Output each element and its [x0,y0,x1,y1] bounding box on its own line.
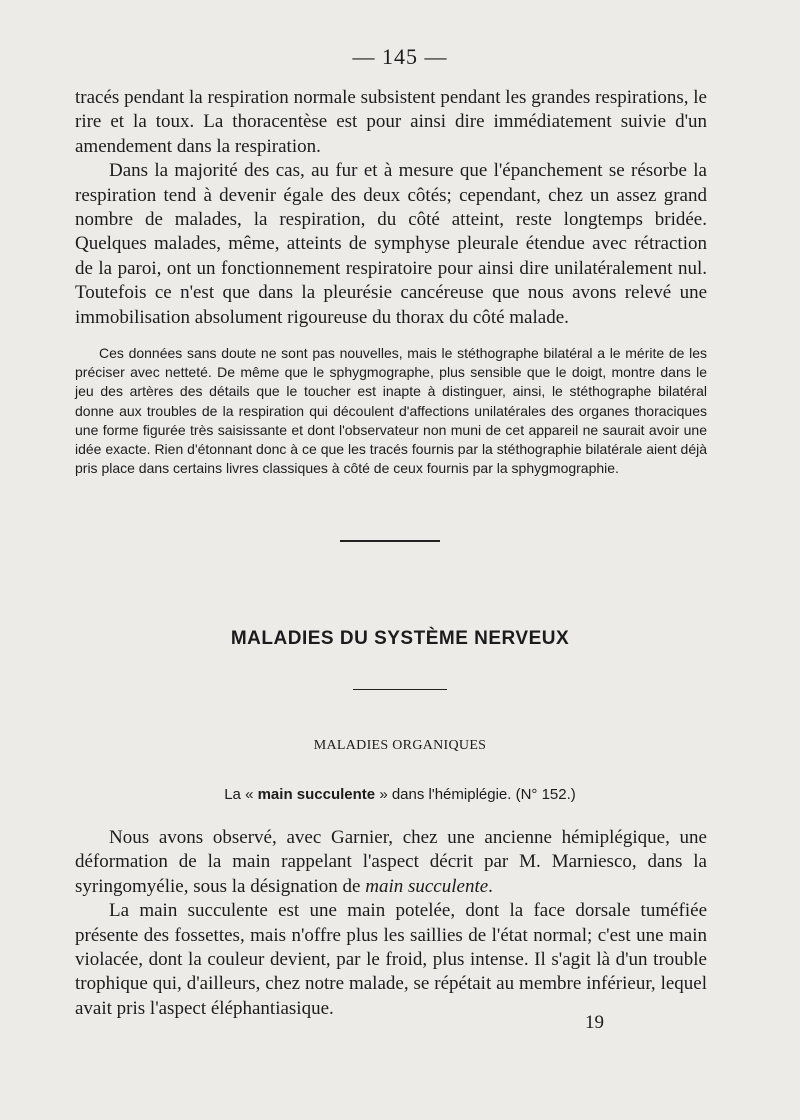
italic-term: main succulente [365,875,489,897]
paragraph [75,826,707,899]
paragraph: Dans la majorité des cas, au fur et à mesure que l'épanchement se résorbe la respiration tend à devenir égale des deux côtés; cependant, chez un assez grand nombre de malades, la respiration, du côté atteint, reste longtemps bridée. Quelques malades, même, atteints de symphyse pleurale étendue avec rétraction de la paroi, ont un fonctionnement respiratoire pour ainsi dire unilatéralement nul. Toutefois ce n'est que dans la pleurésie cancéreuse que nous avons relevé une immobilisation absolument rigoureuse du thorax du côté malade. [75,160,707,328]
case-title [0,786,800,803]
title-underline [353,689,447,690]
footnote-block [75,344,707,478]
section-title: MALADIES DU SYSTÈME NERVEUX [230,628,570,649]
separator-rule [340,540,440,542]
case-title-bold: main succulente [257,786,376,803]
paragraph: La main succulente est une main potelée, dont la face dorsale tuméfiée présente des fossettes, mais n'offre plus les saillies de l'état normal; c'est une main violacée, dont la couleur devient, par le froid, plus intense. Il s'agit là d'un trouble trophique qui, d'ailleurs, chez notre malade, se répétait au membre inférieur, lequel avait pris l'aspect éléphantiasique. [75,900,707,1019]
case-title-suffix: » dans l'hémiplégie. (N° 152.) [379,786,576,803]
paragraph: tracés pendant la respiration normale subsistent pendant les grandes respirations, le rire et la toux. La thoracentèse est pour ainsi dire immédiatement suivie d'un amendement dans la respiration. [75,87,707,157]
subsection-title: MALADIES ORGANIQUES [313,738,487,753]
signature-mark: 19 [585,1012,604,1033]
body-text-bottom [75,826,707,1021]
body-text-top [75,86,707,330]
footnote-paragraph: Ces données sans doute ne sont pas nouvelles, mais le stéthographe bilatéral a le mérite de les préciser avec netteté. De même que le sphygmographe, plus sensible que le doigt, montre dans le jeu des artères des détails que le toucher est inapte à distinguer, ainsi, le stéthographe bilatéral donne aux troubles de la respiration qui découlent d'affections unilatérales des organes thoraciques une forme figurée très saisissante et dont l'observateur non muni de cet appareil ne saurait avoir une idée exacte. Rien d'étonnant donc à ce que les tracés fournis par la stéthographie bilatérale aient déjà pris place dans certains livres classiques à côté de ceux fournis par la sphygmographie. [75,345,707,477]
page-number: — 145 — [352,44,448,69]
case-title-prefix: La « [224,786,254,803]
paragraph-text: Nous avons observé, avec Garnier, chez une ancienne hémiplégique, une déformation de la main rappelant l'aspect décrit par M. Marniesco, dans la syringomyélie, sous la désignation de [75,827,707,897]
paragraph-text-end: . [488,875,493,897]
